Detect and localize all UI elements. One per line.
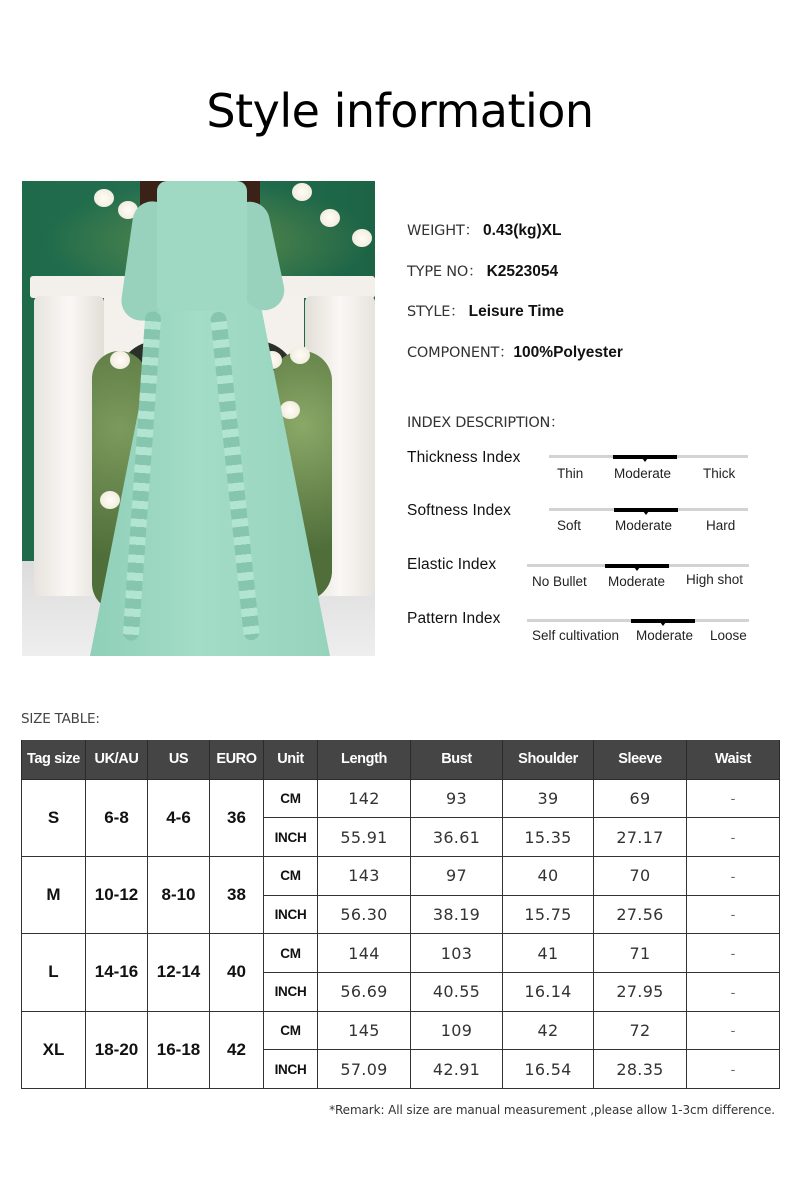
sleeve-cell: 27.95 bbox=[594, 972, 687, 1011]
size-table-header bbox=[22, 740, 780, 779]
table-row bbox=[22, 779, 780, 818]
waist-cell: - bbox=[687, 972, 780, 1011]
column-header: Bust bbox=[411, 740, 503, 779]
unit-cell: CM bbox=[264, 1011, 318, 1050]
photo-rose bbox=[292, 183, 312, 201]
waist-cell: - bbox=[687, 779, 780, 818]
sleeve-cell: 27.56 bbox=[594, 895, 687, 934]
pointer-icon bbox=[660, 622, 666, 626]
photo-rose bbox=[290, 346, 310, 364]
style-value: Leisure Time bbox=[468, 303, 564, 320]
softness-option-mid: Moderate bbox=[615, 518, 673, 533]
table-row bbox=[22, 934, 780, 973]
softness-index-label: Softness Index bbox=[407, 502, 511, 519]
shoulder-cell: 42 bbox=[503, 1011, 594, 1050]
style-label: STYLE： bbox=[407, 304, 465, 320]
pointer-icon bbox=[634, 567, 640, 571]
pattern-index-label: Pattern Index bbox=[407, 610, 501, 627]
column-header: Sleeve bbox=[594, 740, 687, 779]
sleeve-cell: 72 bbox=[594, 1011, 687, 1050]
bust-cell: 109 bbox=[411, 1011, 503, 1050]
unit-cell: INCH bbox=[264, 895, 318, 934]
length-cell: 144 bbox=[318, 934, 411, 973]
uk-au-cell: 14-16 bbox=[86, 934, 148, 1011]
tag-size-cell: M bbox=[22, 856, 86, 933]
sleeve-cell: 69 bbox=[594, 779, 687, 818]
unit-cell: INCH bbox=[264, 972, 318, 1011]
weight-label: WEIGHT： bbox=[407, 223, 479, 239]
softness-index-scale bbox=[549, 508, 748, 511]
photo-rose bbox=[352, 229, 372, 247]
table-row bbox=[22, 1011, 780, 1050]
sleeve-cell: 71 bbox=[594, 934, 687, 973]
style-row bbox=[407, 300, 564, 321]
euro-cell: 42 bbox=[210, 1011, 264, 1088]
photo-rose bbox=[94, 189, 114, 207]
length-cell: 55.91 bbox=[318, 818, 411, 857]
tag-size-cell: L bbox=[22, 934, 86, 1011]
product-image bbox=[22, 181, 375, 656]
elastic-option-high: High shot bbox=[686, 572, 744, 587]
us-cell: 12-14 bbox=[148, 934, 210, 1011]
pattern-option-low: Self cultivation bbox=[532, 628, 620, 643]
euro-cell: 40 bbox=[210, 934, 264, 1011]
bust-cell: 93 bbox=[411, 779, 503, 818]
component-value: 100%Polyester bbox=[513, 344, 623, 361]
bust-cell: 97 bbox=[411, 856, 503, 895]
waist-cell: - bbox=[687, 1050, 780, 1089]
photo-rose bbox=[280, 401, 300, 419]
tag-size-cell: XL bbox=[22, 1011, 86, 1088]
uk-au-cell: 10-12 bbox=[86, 856, 148, 933]
length-cell: 145 bbox=[318, 1011, 411, 1050]
shoulder-cell: 41 bbox=[503, 934, 594, 973]
type-no-label: TYPE NO： bbox=[407, 264, 483, 280]
column-header: Shoulder bbox=[503, 740, 594, 779]
size-table bbox=[21, 740, 780, 1089]
unit-cell: CM bbox=[264, 934, 318, 973]
length-cell: 56.69 bbox=[318, 972, 411, 1011]
page-title: Style information bbox=[206, 84, 594, 138]
column-header: Waist bbox=[687, 740, 780, 779]
shoulder-cell: 16.54 bbox=[503, 1050, 594, 1089]
weight-value: 0.43(kg)XL bbox=[483, 222, 562, 239]
column-header: EURO bbox=[210, 740, 264, 779]
euro-cell: 36 bbox=[210, 779, 264, 856]
pattern-option-high: Loose bbox=[710, 628, 747, 643]
waist-cell: - bbox=[687, 856, 780, 895]
type-no-row bbox=[407, 260, 558, 281]
pointer-icon bbox=[643, 511, 649, 515]
photo-dress-bodice bbox=[157, 181, 247, 311]
size-table-title: SIZE TABLE: bbox=[21, 711, 100, 727]
bust-cell: 42.91 bbox=[411, 1050, 503, 1089]
component-label: COMPONENT： bbox=[407, 345, 514, 361]
elastic-option-low: No Bullet bbox=[532, 574, 587, 589]
elastic-option-mid: Moderate bbox=[608, 574, 666, 589]
length-cell: 56.30 bbox=[318, 895, 411, 934]
tag-size-cell: S bbox=[22, 779, 86, 856]
thickness-option-low: Thin bbox=[557, 466, 584, 481]
component-row bbox=[407, 341, 623, 362]
thickness-index-scale bbox=[549, 455, 748, 458]
softness-option-high: Hard bbox=[706, 518, 736, 533]
measurement-remark: *Remark: All size are manual measurement ,please allow 1-3cm difference. bbox=[329, 1103, 775, 1117]
unit-cell: CM bbox=[264, 779, 318, 818]
sleeve-cell: 28.35 bbox=[594, 1050, 687, 1089]
photo-rose bbox=[110, 351, 130, 369]
softness-option-low: Soft bbox=[557, 518, 582, 533]
photo-rose bbox=[100, 491, 120, 509]
pattern-option-mid: Moderate bbox=[636, 628, 694, 643]
pointer-icon bbox=[642, 458, 648, 462]
thickness-option-high: Thick bbox=[703, 466, 736, 481]
length-cell: 142 bbox=[318, 779, 411, 818]
column-header: Tag size bbox=[22, 740, 86, 779]
column-header: US bbox=[148, 740, 210, 779]
thickness-index-label: Thickness Index bbox=[407, 449, 521, 466]
length-cell: 143 bbox=[318, 856, 411, 895]
us-cell: 16-18 bbox=[148, 1011, 210, 1088]
unit-cell: INCH bbox=[264, 1050, 318, 1089]
length-cell: 57.09 bbox=[318, 1050, 411, 1089]
shoulder-cell: 15.75 bbox=[503, 895, 594, 934]
elastic-index-label: Elastic Index bbox=[407, 556, 497, 573]
shoulder-cell: 39 bbox=[503, 779, 594, 818]
euro-cell: 38 bbox=[210, 856, 264, 933]
shoulder-cell: 16.14 bbox=[503, 972, 594, 1011]
thickness-option-mid: Moderate bbox=[614, 466, 672, 481]
waist-cell: - bbox=[687, 934, 780, 973]
uk-au-cell: 6-8 bbox=[86, 779, 148, 856]
index-description-title: INDEX DESCRIPTION： bbox=[407, 415, 565, 431]
waist-cell: - bbox=[687, 818, 780, 857]
column-header: Unit bbox=[264, 740, 318, 779]
bust-cell: 36.61 bbox=[411, 818, 503, 857]
table-row bbox=[22, 856, 780, 895]
weight-row bbox=[407, 219, 561, 240]
column-header: Length bbox=[318, 740, 411, 779]
column-header: UK/AU bbox=[86, 740, 148, 779]
sleeve-cell: 27.17 bbox=[594, 818, 687, 857]
us-cell: 8-10 bbox=[148, 856, 210, 933]
sleeve-cell: 70 bbox=[594, 856, 687, 895]
bust-cell: 103 bbox=[411, 934, 503, 973]
waist-cell: - bbox=[687, 1011, 780, 1050]
unit-cell: CM bbox=[264, 856, 318, 895]
uk-au-cell: 18-20 bbox=[86, 1011, 148, 1088]
shoulder-cell: 15.35 bbox=[503, 818, 594, 857]
us-cell: 4-6 bbox=[148, 779, 210, 856]
shoulder-cell: 40 bbox=[503, 856, 594, 895]
pattern-index-scale bbox=[527, 619, 749, 622]
type-no-value: K2523054 bbox=[486, 263, 559, 280]
elastic-index-scale bbox=[527, 564, 749, 567]
bust-cell: 38.19 bbox=[411, 895, 503, 934]
waist-cell: - bbox=[687, 895, 780, 934]
photo-rose bbox=[320, 209, 340, 227]
bust-cell: 40.55 bbox=[411, 972, 503, 1011]
unit-cell: INCH bbox=[264, 818, 318, 857]
